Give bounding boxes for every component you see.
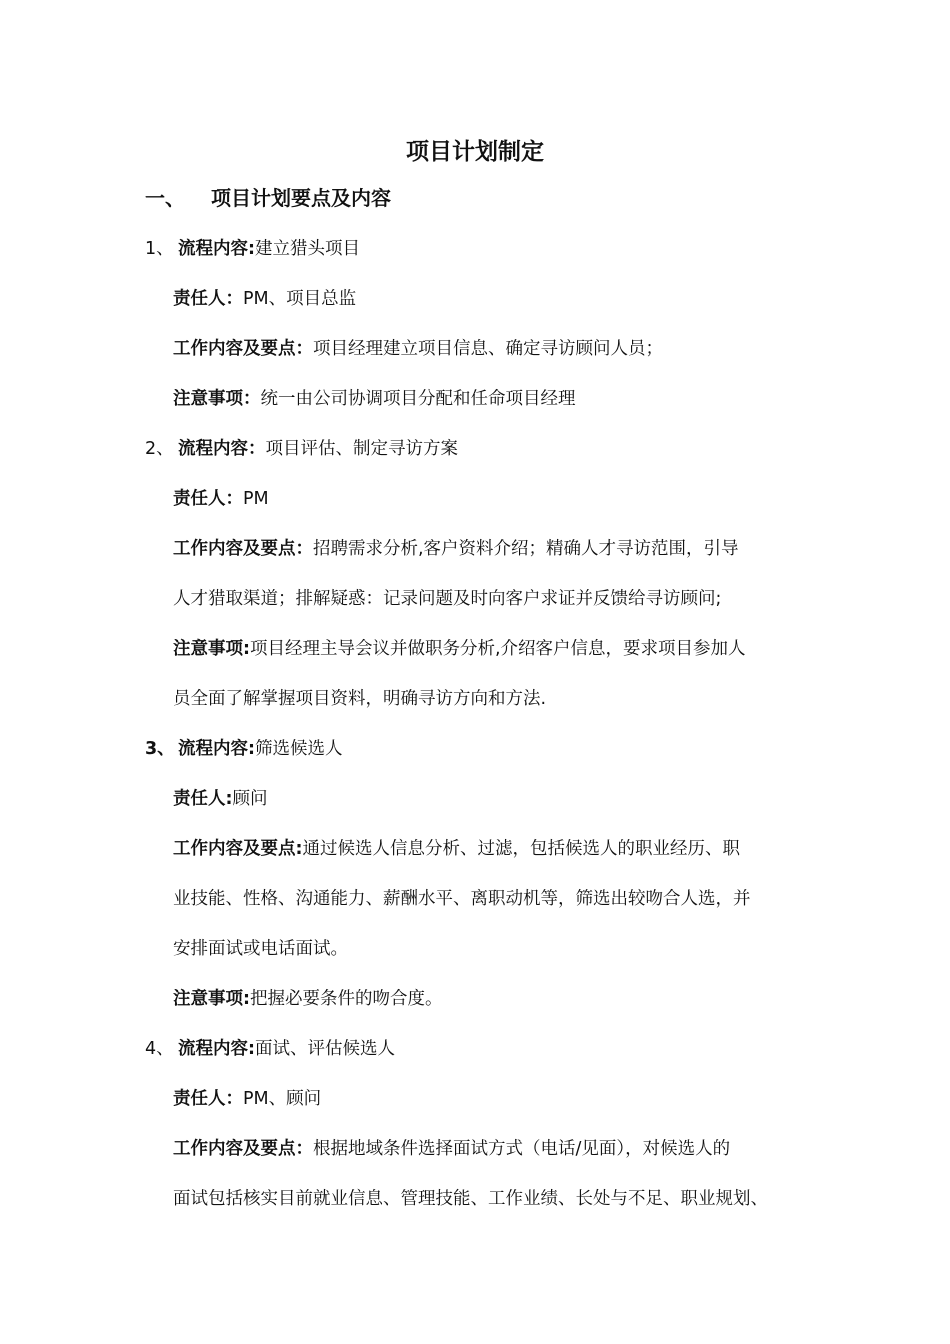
work-text: 根据地域条件选择面试方式（电话/见面），对候选人的 [313,1139,731,1159]
step-2-note [145,624,840,674]
step-3-note [145,974,840,1024]
process-label: 流程内容: [178,1039,255,1059]
note-text: 项目经理主导会议并做职务分析,介绍客户信息，要求项目参加人 [250,639,746,659]
step-index: 2、 [145,439,174,459]
step-4-work [145,1124,840,1174]
step-2-owner [145,474,840,524]
section-number: 一、 [145,186,185,210]
step-3-work-cont [145,874,840,924]
owner-value: PM [243,489,269,509]
work-text: 人才猎取渠道；排解疑惑：记录问题及时向客户求证并反馈给寻访顾问; [173,589,722,609]
work-label: 工作内容及要点： [173,339,313,359]
step-3-process [145,724,840,774]
step-1-work [145,324,840,374]
note-text: 统一由公司协调项目分配和任命项目经理 [260,389,576,409]
step-index: 1、 [145,239,174,259]
step-1-owner [145,274,840,324]
work-label: 工作内容及要点: [173,839,303,859]
owner-label: 责任人： [173,1089,243,1109]
note-label: 注意事项： [173,389,261,409]
owner-label: 责任人： [173,489,243,509]
note-text: 把握必要条件的吻合度。 [250,989,443,1009]
step-1-process [145,224,840,274]
owner-value: PM、顾问 [243,1089,322,1109]
work-text: 面试包括核实目前就业信息、管理技能、工作业绩、长处与不足、职业规划、 [173,1189,768,1209]
step-3-work-cont [145,924,840,974]
step-2-work [145,524,840,574]
process-value: 项目评估、制定寻访方案 [265,439,458,459]
step-2-note-cont [145,674,840,724]
note-label: 注意事项: [173,989,250,1009]
step-4-work-cont [145,1174,840,1224]
step-index: 4、 [145,1039,174,1059]
note-text: 员全面了解掌握项目资料，明确寻访方向和方法. [173,689,547,709]
step-4-process [145,1024,840,1074]
process-label: 流程内容: [178,239,255,259]
step-3-owner [145,774,840,824]
process-label: 流程内容: [178,739,255,759]
process-value: 建立猎头项目 [255,239,360,259]
step-4-owner [145,1074,840,1124]
process-label: 流程内容： [178,439,266,459]
process-value: 面试、评估候选人 [255,1039,395,1059]
work-text: 招聘需求分析,客户资料介绍；精确人才寻访范围，引导 [313,539,739,559]
step-2-process [145,424,840,474]
section-heading [145,172,840,224]
section-heading-text: 项目计划要点及内容 [211,186,391,210]
step-1-note [145,374,840,424]
step-2-work-cont [145,574,840,624]
work-text: 通过候选人信息分析、过滤，包括候选人的职业经历、职 [302,839,740,859]
step-index: 3、 [145,739,175,759]
work-text: 安排面试或电话面试。 [173,939,348,959]
owner-value: 顾问 [232,789,268,809]
owner-label: 责任人： [173,289,243,309]
owner-label: 责任人: [173,789,233,809]
note-label: 注意事项: [173,639,250,659]
work-text: 项目经理建立项目信息、确定寻访顾问人员； [313,339,663,359]
work-label: 工作内容及要点： [173,539,313,559]
owner-value: PM、项目总监 [243,289,357,309]
page-title: 项目计划制定 [406,139,544,165]
step-3-work [145,824,840,874]
work-label: 工作内容及要点： [173,1139,313,1159]
process-value: 筛选候选人 [255,739,343,759]
work-text: 业技能、性格、沟通能力、薪酬水平、离职动机等，筛选出较吻合人选，并 [173,889,751,909]
